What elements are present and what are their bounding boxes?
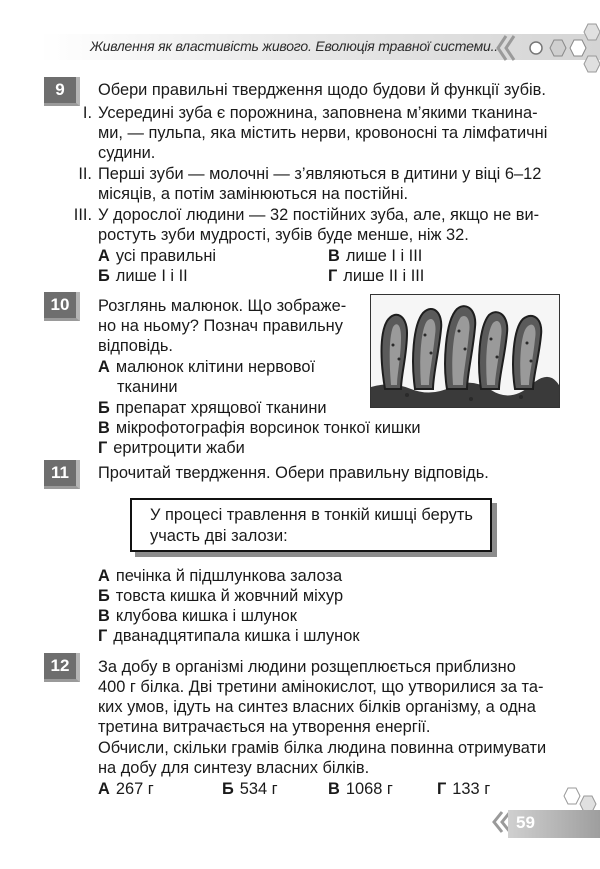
statement-1-numeral: I. [82, 104, 92, 122]
q12-option-b[interactable] [222, 779, 278, 800]
question-number-11: 11 [44, 460, 80, 489]
question-12-line-4: третина витрачається на утворення енергії. [98, 718, 431, 736]
q10-option-a[interactable] [98, 357, 315, 378]
option-letter: В [98, 419, 110, 437]
statement-2-line-2: місяців, а потім замінюються на постійні. [98, 185, 409, 203]
option-text: лише II і III [343, 267, 425, 285]
statement-3-line-2: ростуть зуби мудрості, зубів буде менше, ніж 32. [98, 226, 469, 244]
option-letter: Г [328, 267, 338, 285]
option-text: товста кишка й жовчний міхур [115, 587, 344, 605]
statement-box-line-2: участь дві залози: [150, 527, 288, 545]
option-letter: А [98, 247, 110, 265]
question-12-line-3: ких умов, ідуть на синтез власних білків організму, а одна [98, 698, 536, 716]
option-text: еритроцити жаби [113, 439, 245, 457]
question-12-line-6: на добу для синтезу власних білків. [98, 759, 370, 777]
option-text: мікрофотографія ворсинок тонкої кишки [115, 419, 421, 437]
statement-3-numeral: III. [73, 206, 92, 224]
option-text: лише I і III [345, 247, 423, 265]
option-text: усі правильні [115, 247, 217, 265]
page-number: 59 [516, 813, 535, 832]
statement-3-line-1: У дорослої людини — 32 постійних зуба, але, якщо не ви- [98, 206, 540, 224]
option-letter: Б [98, 399, 110, 417]
statement-2-numeral: II. [78, 165, 92, 183]
q10-option-b[interactable] [98, 398, 327, 419]
running-header-title: Живлення як властивість живого. Еволюція травної системи... [90, 38, 502, 54]
question-number-12: 12 [44, 653, 80, 682]
question-11-text: Прочитай твердження. Обери правильну відповідь. [98, 464, 489, 482]
option-text: дванадцятипала кишка і шлунок [113, 627, 360, 645]
option-text: 267 г [115, 780, 154, 798]
q9-option-v[interactable] [328, 246, 422, 267]
question-12-line-2: 400 г білка. Дві третини амінокислот, що утворилися за та- [98, 678, 544, 696]
q12-option-a[interactable] [98, 779, 154, 800]
option-letter: А [98, 567, 110, 585]
question-10-line-1: Розглянь малюнок. Що зображе- [98, 297, 347, 315]
q10-option-g[interactable] [98, 438, 245, 459]
question-10-line-3: відповідь. [98, 337, 173, 355]
statement-1-line-1: Усередині зуба є порожнина, заповнена м’якими тканина- [98, 104, 538, 122]
page-number-tab [488, 810, 600, 838]
question-number-9: 9 [44, 77, 80, 106]
q10-option-a-line-2: тканини [117, 378, 178, 396]
q11-option-a[interactable] [98, 566, 342, 587]
option-text: 1068 г [345, 780, 393, 798]
header-decoration-icon [488, 16, 600, 78]
option-text: 534 г [239, 780, 278, 798]
option-letter: Г [98, 627, 108, 645]
q9-option-a[interactable] [98, 246, 216, 267]
question-12-line-5: Обчисли, скільки грамів білка людина повинна отримувати [98, 739, 547, 757]
option-letter: В [98, 607, 110, 625]
villi-micrograph-image [370, 294, 560, 408]
option-letter: Г [437, 780, 447, 798]
question-number-10: 10 [44, 292, 80, 321]
option-text: 133 г [452, 780, 491, 798]
q9-option-g[interactable] [328, 266, 424, 287]
option-letter: В [328, 247, 340, 265]
q11-option-v[interactable] [98, 606, 297, 627]
option-text: печінка й підшлункова залоза [115, 567, 343, 585]
option-text: малюнок клітини нервової [115, 358, 316, 376]
statement-2-line-1: Перші зуби — молочні — з’являються в дитини у віці 6–12 [98, 165, 542, 183]
option-letter: Г [98, 439, 108, 457]
q9-option-b[interactable] [98, 266, 188, 287]
q11-option-g[interactable] [98, 626, 360, 647]
option-letter: А [98, 780, 110, 798]
option-letter: Б [98, 267, 110, 285]
q12-option-v[interactable] [328, 779, 393, 800]
option-letter: Б [98, 587, 110, 605]
option-text: лише I і II [115, 267, 188, 285]
q11-option-b[interactable] [98, 586, 343, 607]
question-9-text: Обери правильні твердження щодо будови й функції зубів. [98, 81, 546, 99]
q12-option-g[interactable] [437, 779, 490, 800]
question-12-line-1: За добу в організмі людини розщеплюється приблизно [98, 658, 516, 676]
question-10-line-2: но на ньому? Познач правильну [98, 317, 343, 335]
q10-option-v[interactable] [98, 418, 420, 439]
option-letter: Б [222, 780, 234, 798]
option-letter: А [98, 358, 110, 376]
option-letter: В [328, 780, 340, 798]
statement-1-line-3: судини. [98, 144, 156, 162]
statement-box [130, 498, 492, 552]
option-text: препарат хрящової тканини [115, 399, 327, 417]
statement-box-line-1: У процесі травлення в тонкій кишці беруть [150, 506, 473, 524]
option-text: клубова кишка і шлунок [115, 607, 297, 625]
statement-1-line-2: ми, — пульпа, яка містить нерви, кровоносні та лімфатичні [98, 124, 548, 142]
